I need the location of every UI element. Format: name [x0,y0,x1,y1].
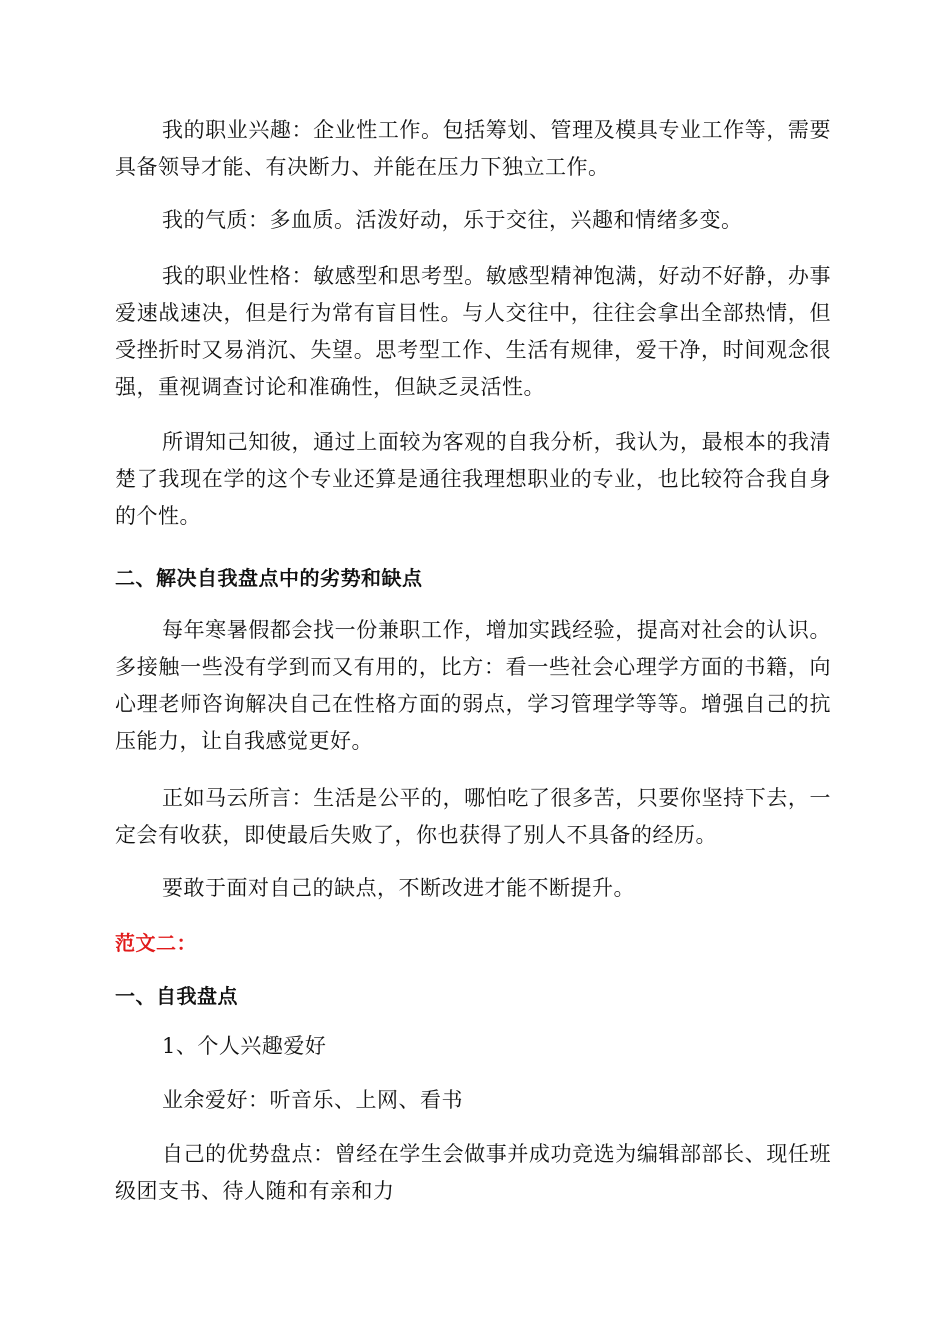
paragraph-strengths: 自己的优势盘点：曾经在学生会做事并成功竞选为编辑部部长、现任班级团支书、待人随和有亲和力 [115,1142,831,1203]
paragraph-hobbies: 业余爱好：听音乐、上网、看书 [162,1088,463,1112]
paragraph-self-knowledge: 所谓知己知彼，通过上面较为客观的自我分析，我认为，最根本的我清楚了我现在学的这个专业还算是通往我理想职业的专业，也比较符合我自身的个性。 [115,430,831,528]
paragraph-jack-ma-quote: 正如马云所言：生活是公平的，哪怕吃了很多苦，只要你坚持下去，一定会有收获，即使最后失败了，你也获得了别人不具备的经历。 [115,786,831,847]
paragraph-career-interest: 我的职业兴趣：企业性工作。包括筹划、管理及模具专业工作等，需要具备领导才能、有决断力、并能在压力下独立工作。 [115,118,831,179]
paragraph-temperament: 我的气质：多血质。活泼好动，乐于交往，兴趣和情绪多变。 [162,208,743,232]
section-heading-weaknesses: 二、解决自我盘点中的劣势和缺点 [115,566,423,590]
subheading-interests: 1、个人兴趣爱好 [162,1034,327,1058]
section-heading-self-inventory: 一、自我盘点 [115,984,238,1008]
sample-title: 范文二： [115,931,197,955]
paragraph-part-time-work: 每年寒暑假都会找一份兼职工作，增加实践经验，提高对社会的认识。多接触一些没有学到而又有用的，比方：看一些社会心理学方面的书籍，向心理老师咨询解决自己在性格方面的弱点，学习管理学等等。增强自己的抗压能力，让自我感觉更好。 [115,618,831,753]
paragraph-career-personality: 我的职业性格：敏感型和思考型。敏感型精神饱满，好动不好静，办事爱速战速决，但是行为常有盲目性。与人交往中，往往会拿出全部热情，但受挫折时又易消沉、失望。思考型工作、生活有规律，爱干净，时间观念很强，重视调查讨论和准确性，但缺乏灵活性。 [115,264,831,399]
paragraph-face-shortcomings: 要敢于面对自己的缺点，不断改进才能不断提升。 [162,876,635,900]
